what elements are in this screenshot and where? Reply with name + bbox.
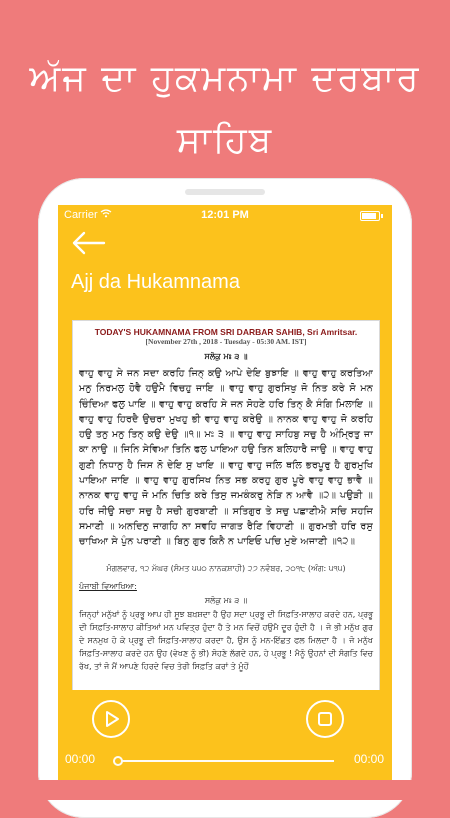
back-button[interactable] [70, 231, 106, 255]
promo-title-line1: ਅੱਜ ਦਾ ਹੁਕਮਨਾਮਾ ਦਰਬਾਰ [29, 58, 421, 99]
play-button[interactable] [92, 700, 130, 738]
app-screen [58, 205, 392, 800]
progress-knob[interactable] [113, 756, 123, 766]
status-bar [58, 205, 392, 225]
page-title: Ajj da Hukamnama [71, 271, 240, 293]
arrow-left-icon [70, 231, 106, 255]
status-carrier: Carrier [64, 209, 98, 221]
duration-time: 00:00 [353, 752, 384, 766]
stop-icon [308, 702, 342, 736]
promo-title-line2: ਸਾਹਿਬ [176, 120, 274, 161]
document-salok-2: ਸਲੋਕੁ ਮਃ ੩ ॥ [204, 595, 248, 605]
battery-icon [360, 211, 380, 221]
play-icon [94, 702, 128, 736]
document-meta: ਮੰਗਲਵਾਰ, ੧੨ ਮੱਘਰ (ਸੰਮਤ ੫੫੦ ਨਾਨਕਸ਼ਾਹੀ) ੨੭ ਨਵੰਬਰ, ੨੦੧੮ (ਅੰਗ: ੫੧੫) [106, 563, 346, 573]
document-section-title: ਪੰਜਾਬੀ ਵਿਆਖਿਆ: [79, 581, 137, 591]
document-gurbani: ਵਾਹੁ ਵਾਹੁ ਸੇ ਜਨ ਸਦਾ ਕਰਹਿ ਜਿਨ੍ ਕਉ ਆਪੇ ਦੇਇ ਬੁਝਾਇ ॥ ਵਾਹੁ ਵਾਹੁ ਕਰਤਿਆ ਮਨੁ ਨਿਰਮਲੁ ਹੋਵੈ ਹਉਮੈ ਵਿਚਹੁ ਜਾਇ ॥ ਵਾਹੁ ਵਾਹੁ ਗੁਰਸਿਖੁ ਜੋ ਨਿਤ ਕਰੇ ਸੋ ਮਨ ਚਿੰਦਿਆ ਫਲੁ ਪਾਇ ॥ ਵਾਹੁ ਵਾਹੁ ਕਰਹਿ ਸੇ ਜਨ ਸੋਹਣੇ ਹਰਿ ਤਿਨ੍ ਕੈ ਸੰਗਿ ਮਿਲਾਇ ॥ ਵਾਹੁ ਵਾਹੁ ਹਿਰਦੈ ਉਚਰਾ ਮੁਖਹੁ ਭੀ ਵਾਹੁ ਵਾਹੁ ਕਰੇਉ ॥ ਨਾਨਕ ਵਾਹੁ ਵਾਹੁ ਜੋ ਕਰਹਿ ਹਉ ਤਨੁ ਮਨੁ ਤਿਨ੍ ਕਉ ਦੇਉ ॥੧॥ ਮਃ ੩ ॥ ਵਾਹੁ ਵਾਹੁ ਸਾਹਿਬੁ ਸਚੁ ਹੈ ਅੰਮ੍ਰਿਤੁ ਜਾ ਕਾ ਨਾਉ ॥ ਜਿਨਿ ਸੇਵਿਆ ਤਿਨਿ ਫਲੁ ਪਾਇਆ ਹਉ ਤਿਨ ਬਲਿਹਾਰੈ ਜਾਉ ॥ ਵਾਹੁ ਵਾਹੁ ਗੁਣੀ ਨਿਧਾਨੁ ਹੈ ਜਿਸ ਨੋ ਦੇਇ ਸੁ ਖਾਇ ॥ ਵਾਹੁ ਵਾਹੁ ਜਲਿ ਥਲਿ ਭਰਪੂਰੁ ਹੈ ਗੁਰਮੁਖਿ ਪਾਇਆ ਜਾਇ ॥ ਵਾਹੁ ਵਾਹੁ ਗੁਰਸਿਖ ਨਿਤ ਸਭ ਕਰਹੁ ਗੁਰ ਪੂਰੇ ਵਾਹੁ ਵਾਹੁ ਭਾਵੈ ॥ ਨਾਨਕ ਵਾਹੁ ਵਾਹੁ ਜੋ ਮਨਿ ਚਿਤਿ ਕਰੇ ਤਿਸੁ ਜਮਕੰਕਰੁ ਨੇੜਿ ਨ ਆਵੈ ॥੨॥ ਪਉੜੀ ॥ ਹਰਿ ਜੀਉ ਸਚਾ ਸਚੁ ਹੈ ਸਚੀ ਗੁਰਬਾਣੀ ॥ ਸਤਿਗੁਰ ਤੇ ਸਚੁ ਪਛਾਣੀਐ ਸਚਿ ਸਹਜਿ ਸਮਾਣੀ ॥ ਅਨਦਿਨੁ ਜਾਗਹਿ ਨਾ ਸਵਹਿ ਜਾਗਤ ਰੈਣਿ ਵਿਹਾਣੀ ॥ ਗੁਰਮਤੀ ਹਰਿ ਰਸੁ ਚਾਖਿਆ ਸੇ ਪੁੰਨ ਪਰਾਣੀ ॥ ਬਿਨੁ ਗੁਰ ਕਿਨੈ ਨ ਪਾਇਓ ਪਚਿ ਮੁਏ ਅਜਾਣੀ ॥੧੨॥ [79, 368, 373, 548]
document-heading: TODAY'S HUKAMNAMA FROM SRI DARBAR SAHIB, Sri Amritsar. [94, 327, 358, 337]
document-translation: ਜਿਨ੍ਹਾਂ ਮਨੁੱਖਾਂ ਨੂੰ ਪ੍ਰਭੂ ਆਪ ਹੀ ਸੂਝ ਬਖ਼ਸ਼ਦਾ ਹੈ ਉਹ ਸਦਾ ਪ੍ਰਭੂ ਦੀ ਸਿਫ਼ਤਿ-ਸਾਲਾਹ ਕਰਦੇ ਹਨ, ਪ੍ਰਭੂ ਦੀ ਸਿਫ਼ਤਿ-ਸਾਲਾਹ ਕੀਤਿਆਂ ਮਨ ਪਵਿਤ੍ਰ ਹੁੰਦਾ ਹੈ ਤੇ ਮਨ ਵਿਚੋਂ ਹਉਮੈ ਦੂਰ ਹੁੰਦੀ ਹੈ । ਜੋ ਭੀ ਮਨੁੱਖ ਗੁਰ ਦੇ ਸਨਮੁਖ ਹੋ ਕੇ ਪ੍ਰਭੂ ਦੀ ਸਿਫ਼ਤਿ-ਸਾਲਾਹ ਕਰਦਾ ਹੈ, ਉਸ ਨੂੰ ਮਨ-ਇੱਛਤ ਫਲ ਮਿਲਦਾ ਹੈ । ਜੋ ਮਨੁੱਖ ਸਿਫ਼ਤਿ-ਸਾਲਾਹ ਕਰਦੇ ਹਨ ਉਹ (ਵੇਖਣ ਨੂੰ ਭੀ) ਸੋਹਣੇ ਲੱਗਦੇ ਹਨ, ਹੇ ਪ੍ਰਭੂ ! ਮੈਨੂੰ ਉਹਨਾਂ ਦੀ ਸੰਗਤਿ ਵਿਚ ਰੱਖ, ਤਾਂ ਜੋ ਮੈਂ ਆਪਣੇ ਹਿਰਦੇ ਵਿਚ ਤੇਰੀ ਸਿਫ਼ਤਿ ਕਰਾਂ ਤੇ ਮੂੰਹੋਂ [79, 609, 373, 671]
phone-speaker [185, 189, 265, 195]
status-time: 12:01 PM [201, 209, 249, 221]
progress-slider[interactable] [118, 760, 334, 762]
bottom-strip [0, 780, 450, 800]
document-salok: ਸਲੋਕੁ ਮਃ ੩ ॥ [204, 352, 248, 361]
stop-button[interactable] [306, 700, 344, 738]
document-date: [November 27th , 2018 - Tuesday - 05:30 AM. IST] [145, 337, 307, 346]
hukamnama-document [72, 320, 380, 692]
document-header [73, 321, 379, 346]
elapsed-time: 00:00 [65, 752, 96, 766]
promo-title [0, 48, 450, 172]
